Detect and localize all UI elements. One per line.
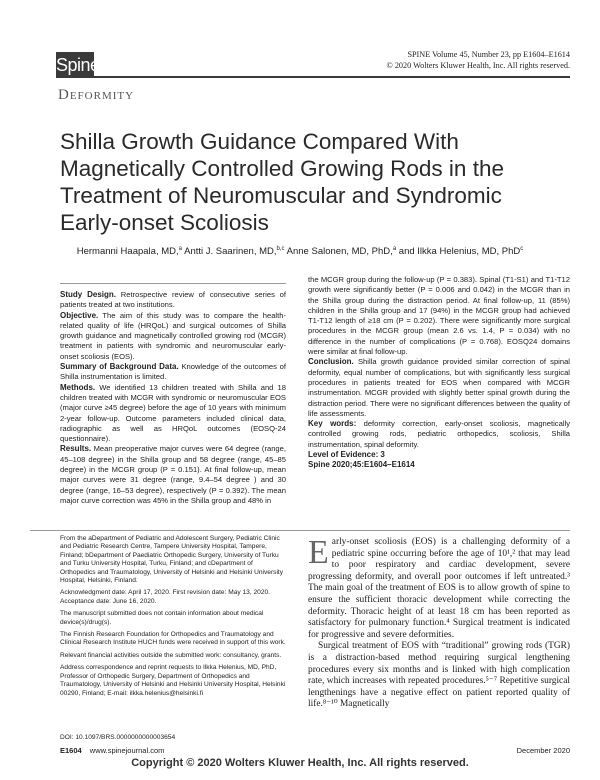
body-paragraph-1: arly-onset scoliosis (EOS) is a challenging deformity of a pediatric spine occurring before the age of 10¹,² that may lead to poor respiratory and cardiac development, severe progressing deformity, and overall poor outcomes if left untreated.³ The main goal of the treatment of EOS is to allow growth of spine to ensure the sufficient thoracic development while correcting the deformity. Thoracic height of at least 18 cm has been reported as satisfactory for pulmonary function.⁴ Surgical treatment is indicated for progressive and severe deformities. [308,537,570,640]
methods-text: We identified 13 children treated with Shilla and 18 children treated with MCGR with syndromic or neuromuscular EOS (major curve ≥45 degree) before the age of 10 years with minimum 2-year follow-up. Outcome parameters included clinical data, radiographic as well as HRQoL outcomes (EOSQ-24 questionnaire). [60,382,286,444]
section-rule [30,530,570,531]
body-text [308,534,570,711]
author: Ilkka Helenius, MD, PhD [417,246,521,258]
results-continued: the MCGR group during the follow-up (P = 0.383). Spinal (T1-S1) and T1-T12 growth were significantly better (P = 0.006 and 0.042) in the MCGR than in the Shilla group during the distraction period. At final follow-up, 11 (85%) children in the Shilla group and 17 (94%) in the MCGR group had achieved T1-T12 length of ≥18 cm (P = 0.202). There were significantly more surgical procedures in the MCGR group (mean 2.6 vs. 1.4, P = 0.034) with no difference in the number of complications (P = 0.768). EOSQ24 domains were similar at final follow-up. [308,275,570,357]
body-paragraph-2: Surgical treatment of EOS with “traditional” growing rods (TGR) is a distraction-based method requiring surgical lengthening procedures every six months and is linked with high complication rate, which increases with repeated procedures.⁵⁻⁷ Repetitive surgical lengthenings have a negative effect on patient reported quality of life.⁸⁻¹⁰ Magnetically [308,641,570,710]
evidence-label: Level of Evidence: [308,450,379,460]
citation: Spine 2020;45:E1604–E1614 [308,460,415,470]
journal-website[interactable]: www.spinejournal.com [89,746,165,755]
header-rule [94,76,570,78]
conclusion-text: Shilla growth guidance provided similar correction of spinal deformity, equal number of complications, but with significantly less surgical procedures in patients treated for EOS when compared with MCGR instrumentation. MCGR provided with slightly better spinal growth during the distraction period. There were no significant differences between the quality of life assessments. [308,357,570,418]
affiliations [60,535,286,702]
study-design-label: Study Design. [60,290,116,299]
author-affil: a [392,246,397,252]
page-number: E1604 [60,746,82,755]
drop-cap: E [308,534,329,571]
affil-drugs: The manuscript submitted does not contain information about medical device(s)/drug(s). [60,610,264,626]
objective-text: The aim of this study was to compare the health-related quality of life (HRQoL) and surgical outcomes of Shilla growth guidance and magnetically controlled growing rod (MCGR) treatment in patients with syndromic and neuromuscular early-onset scoliosis (EOS). [60,310,286,361]
abstract-left [60,290,286,506]
author-and: and [398,246,415,258]
affil-address: Address correspondence and reprint requests to Ilkka Helenius, MD, PhD, Professor of Orthopedic Surgery, Department of Orthopedics and Traumatology, University of Helsinki and Helsinki University Hospital, Helsinki 00290, Finland; E-mail: ilkka.helenius@helsinki.fi [60,664,286,697]
author-list [0,246,600,257]
objective-label: Objective. [60,310,99,320]
author: Anne Salonen, MD, PhD, [286,246,393,258]
section-label: Deformity [58,87,135,103]
journal-info [387,50,570,71]
article-title: Shilla Growth Guidance Compared With Magnetically Controlled Growing Rods in the Treatment of Neuromuscular and Syndromic Early-onset Scoliosis [60,129,504,235]
author-affil: b,c [276,246,285,252]
results-label: Results. [60,444,92,454]
doi: DOI: 10.1097/BRS.0000000000003654 [60,734,176,741]
copyright-watermark: Copyright © 2020 Wolters Kluwer Health, Inc. All rights reserved. [131,757,469,769]
keywords-label: Key words: [308,419,357,429]
affil-from: From the aDepartment of Pediatric and Adolescent Surgery, Pediatric Clinic and Pediatric Research Centre, Tampere University Hospital, Tampere, Finland; bDepartment of Paediatric Orthopedic Surgery, University of Turku and Turku University Hospital, Turku, Finland; and cDepartment of Orthopedics and Traumatology, University of Helsinki and Helsinki University Hospital, Helsinki, Finland. [60,535,284,585]
results-text: Mean preoperative major curves were 64 degree (range, 45–108 degree) in the Shilla group and 58 degree (range, 45–85 degree) in the MCGR group (P = 0.151). At final follow-up, mean major curves were 31 degree (range, 9.4–54 degree ) and 30 degree (range, 16–53 degree), respectively (P = 0.392). The mean major curve correction was 45% in the Shilla group and 48% in [60,444,286,505]
affil-funding: The Finnish Research Foundation for Orthopedics and Traumatology and Clinical Research Institute HUCH funds were received in support of this work. [60,631,286,647]
affil-dates: Acknowledgment date: April 17, 2020. First revision date: May 13, 2020. Acceptance date: June 16, 2020. [60,589,271,605]
issue-date: December 2020 [516,746,570,755]
author-affil: c [520,246,524,252]
conclusion-label: Conclusion. [308,357,354,367]
keywords-text: deformity correction, early-onset scoliosis, magnetically controlled growing rods, pediatric orthopedics, scoliosis, Shilla instrumentation, spinal deformity. [308,419,570,449]
abstract-rule [60,283,286,284]
background-text: Knowledge of the outcomes of Shilla instrumentation is limited. [60,362,286,382]
journal-volume: SPINE Volume 45, Number 23, pp E1604–E1614 [407,50,570,59]
footer-left [60,746,164,755]
evidence-value: 3 [380,450,385,460]
journal-copyright: © 2020 Wolters Kluwer Health, Inc. All rights reserved. [386,60,570,70]
author: Antti J. Saarinen, MD, [184,246,277,258]
journal-logo: Spine [56,52,94,78]
author-affil: a [178,246,182,252]
methods-label: Methods. [60,382,96,392]
affil-financial: Relevant financial activities outside the submitted work: consultancy, grants. [60,651,282,659]
author: Hermanni Haapala, MD, [76,246,179,258]
abstract-right [308,275,570,471]
study-design-text: Retrospective review of consecutive series of patients treated at two institutions. [60,290,286,310]
background-label: Summary of Background Data. [60,362,179,372]
